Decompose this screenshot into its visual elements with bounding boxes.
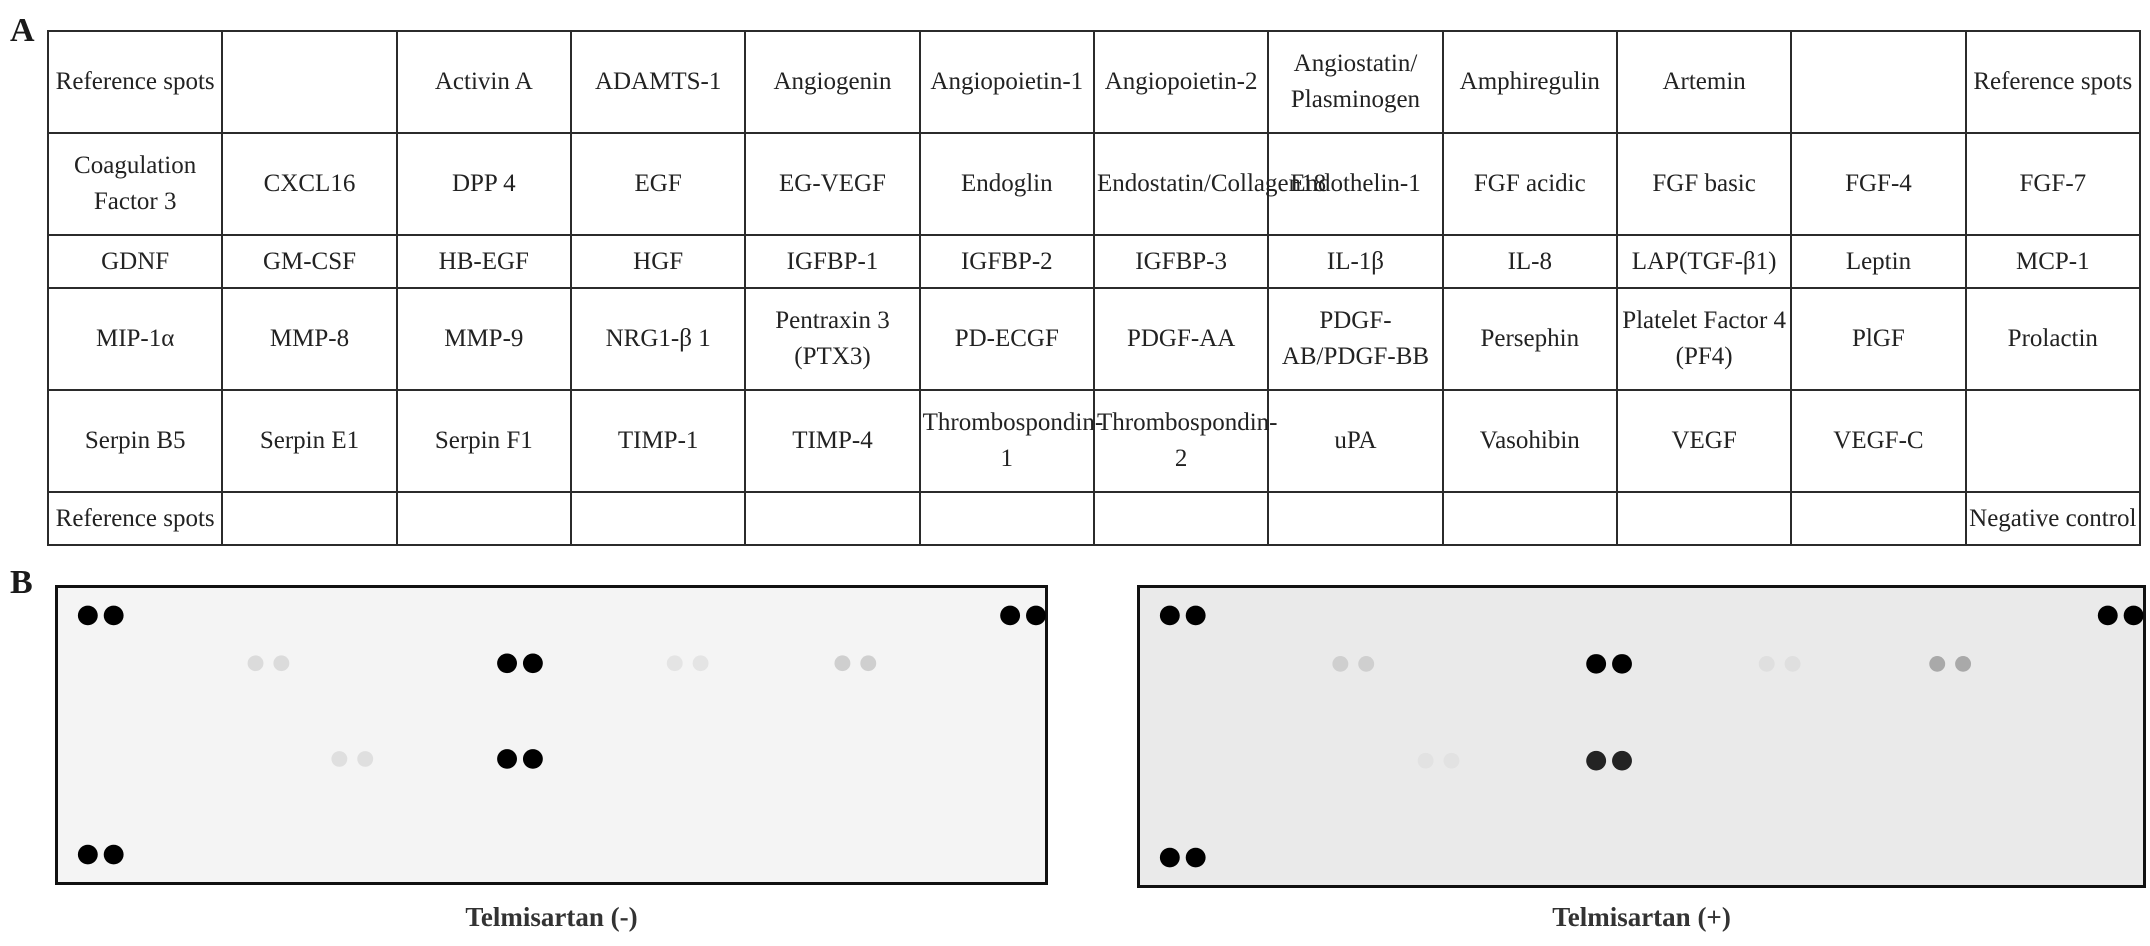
array-map-cell: [1791, 31, 1965, 133]
array-map-cell: Endoglin: [920, 133, 1094, 235]
array-map-cell: VEGF-C: [1791, 390, 1965, 492]
array-map-cell: LAP(TGF-β1): [1617, 235, 1791, 288]
blot-spot: [1586, 751, 1606, 771]
panel-label-a: A: [10, 12, 35, 49]
array-map-cell: IGFBP-1: [745, 235, 919, 288]
blot-spot: [860, 655, 876, 671]
blot-spot: [2098, 606, 2118, 626]
array-map-cell: PDGF-AA: [1094, 288, 1268, 390]
array-map-cell: GDNF: [48, 235, 222, 288]
array-map-row: [48, 492, 2140, 545]
blot-spot: [1186, 606, 1206, 626]
array-map-cell: Serpin B5: [48, 390, 222, 492]
blot-spot: [523, 749, 543, 769]
blot-spot: [1026, 606, 1046, 626]
array-map-cell: Artemin: [1617, 31, 1791, 133]
caption-telmisartan-plus: Telmisartan (+): [1552, 902, 1731, 932]
blot-spot: [331, 751, 347, 767]
blot-spot: [667, 655, 683, 671]
array-map-cell: [745, 492, 919, 545]
blot-spot: [1444, 753, 1460, 769]
array-map-cell: FGF acidic: [1443, 133, 1617, 235]
array-map-cell: Vasohibin: [1443, 390, 1617, 492]
array-map-cell: Angiostatin/ Plasminogen: [1268, 31, 1442, 133]
blot-spot: [497, 749, 517, 769]
array-map-cell: MMP-9: [397, 288, 571, 390]
blot-spot: [2124, 606, 2144, 626]
array-map-cell: ADAMTS-1: [571, 31, 745, 133]
array-map-cell: Endothelin-1: [1268, 133, 1442, 235]
array-map-cell: Angiogenin: [745, 31, 919, 133]
blot-spot: [273, 655, 289, 671]
array-map-cell: Platelet Factor 4 (PF4): [1617, 288, 1791, 390]
array-map-cell: TIMP-4: [745, 390, 919, 492]
array-map-cell: MCP-1: [1966, 235, 2140, 288]
array-map-cell: Amphiregulin: [1443, 31, 1617, 133]
array-map-cell: Persephin: [1443, 288, 1617, 390]
array-map-cell: [920, 492, 1094, 545]
array-map-cell: EGF: [571, 133, 745, 235]
array-map-cell: Prolactin: [1966, 288, 2140, 390]
blot-spot: [1186, 848, 1206, 868]
array-map-cell: Negative control: [1966, 492, 2140, 545]
blot-spot: [1929, 656, 1945, 672]
array-map-cell: IGFBP-3: [1094, 235, 1268, 288]
array-map-cell: Angiopoietin-2: [1094, 31, 1268, 133]
array-map-cell: PDGF-AB/PDGF-BB: [1268, 288, 1442, 390]
array-map-cell: PD-ECGF: [920, 288, 1094, 390]
array-map-cell: Endostatin/Collagen18: [1094, 133, 1268, 235]
array-map-cell: [1617, 492, 1791, 545]
array-map-cell: Pentraxin 3 (PTX3): [745, 288, 919, 390]
blot-spot: [1612, 751, 1632, 771]
caption-telmisartan-minus: Telmisartan (-): [465, 902, 638, 932]
array-map-cell: FGF-4: [1791, 133, 1965, 235]
blot-spot: [78, 606, 98, 626]
array-map-row: [48, 390, 2140, 492]
blot-spot: [248, 655, 264, 671]
blot-membrane-telmisartan-plus: [1137, 585, 2146, 888]
array-map-row: [48, 235, 2140, 288]
array-map-row: [48, 133, 2140, 235]
blot-spot: [1785, 656, 1801, 672]
array-map-cell: [397, 492, 571, 545]
array-map-cell: FGF basic: [1617, 133, 1791, 235]
array-map-cell: VEGF: [1617, 390, 1791, 492]
array-map-cell: MMP-8: [222, 288, 396, 390]
array-map-cell: [1094, 492, 1268, 545]
array-map-cell: uPA: [1268, 390, 1442, 492]
blot-spot: [1586, 654, 1606, 674]
array-map-cell: [1791, 492, 1965, 545]
array-map-cell: Leptin: [1791, 235, 1965, 288]
array-map-cell: [1443, 492, 1617, 545]
array-map-cell: DPP 4: [397, 133, 571, 235]
blot-spot: [1955, 656, 1971, 672]
blot-spot: [523, 653, 543, 673]
blot-spot: [497, 653, 517, 673]
array-map-cell: Reference spots: [48, 492, 222, 545]
array-map-cell: Coagulation Factor 3: [48, 133, 222, 235]
array-map-cell: NRG1-β 1: [571, 288, 745, 390]
array-map-cell: Serpin F1: [397, 390, 571, 492]
blot-spot: [104, 606, 124, 626]
blot-membrane-telmisartan-minus: [55, 585, 1048, 885]
array-map-cell: TIMP-1: [571, 390, 745, 492]
array-map-cell: PlGF: [1791, 288, 1965, 390]
array-map-cell: IL-8: [1443, 235, 1617, 288]
array-map-cell: IGFBP-2: [920, 235, 1094, 288]
blot-spot: [78, 845, 98, 865]
blot-spot: [693, 655, 709, 671]
blot-spot: [1358, 656, 1374, 672]
array-map-cell: [1268, 492, 1442, 545]
array-map-cell: Serpin E1: [222, 390, 396, 492]
array-map-cell: IL-1β: [1268, 235, 1442, 288]
array-map-row: [48, 31, 2140, 133]
array-map-cell: Activin A: [397, 31, 571, 133]
blot-spot: [834, 655, 850, 671]
array-map-cell: [222, 492, 396, 545]
blot-spot: [1612, 654, 1632, 674]
blot-spot: [1160, 606, 1180, 626]
blot-spot: [1418, 753, 1434, 769]
array-map-cell: FGF-7: [1966, 133, 2140, 235]
array-map-cell: GM-CSF: [222, 235, 396, 288]
blot-spot: [357, 751, 373, 767]
array-map-cell: EG-VEGF: [745, 133, 919, 235]
panel-label-b: B: [10, 564, 33, 601]
array-map-row: [48, 288, 2140, 390]
array-map-cell: MIP-1α: [48, 288, 222, 390]
array-map-cell: [1966, 390, 2140, 492]
blot-spot: [1332, 656, 1348, 672]
array-map-table: [47, 30, 2141, 546]
blot-spot: [1000, 606, 1020, 626]
array-map-cell: HGF: [571, 235, 745, 288]
array-map-cell: Reference spots: [48, 31, 222, 133]
array-map-cell: Thrombospondin-1: [920, 390, 1094, 492]
array-map-cell: Reference spots: [1966, 31, 2140, 133]
array-map-cell: [222, 31, 396, 133]
blot-spot: [1160, 848, 1180, 868]
array-map-cell: CXCL16: [222, 133, 396, 235]
blot-spot: [104, 845, 124, 865]
array-map-cell: Thrombospondin-2: [1094, 390, 1268, 492]
array-map-cell: Angiopoietin-1: [920, 31, 1094, 133]
array-map-cell: [571, 492, 745, 545]
blot-spot: [1759, 656, 1775, 672]
array-map-cell: HB-EGF: [397, 235, 571, 288]
